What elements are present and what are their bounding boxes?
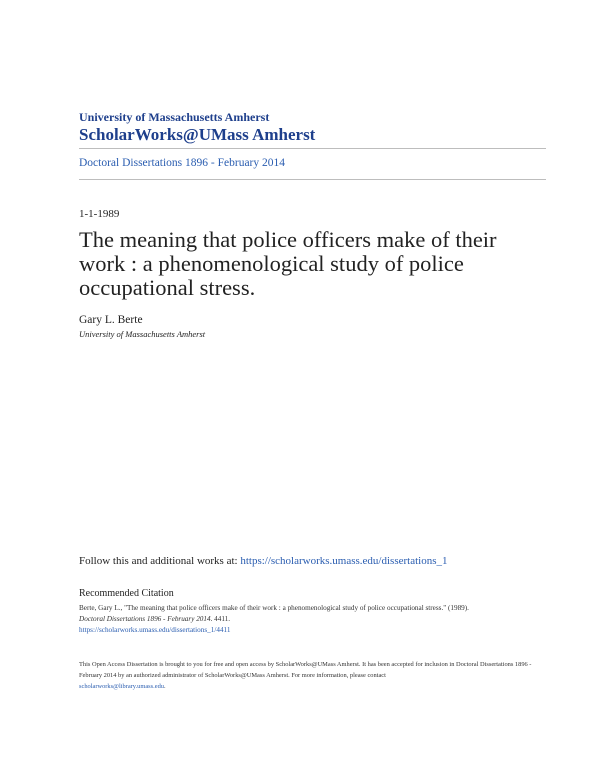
recommended-citation — [79, 603, 549, 636]
follow-text: Follow this and additional works at: — [79, 555, 241, 567]
notice-end: . — [163, 683, 166, 690]
author-name: Gary L. Berte — [79, 314, 143, 326]
top-divider — [79, 148, 546, 149]
open-access-notice — [79, 659, 549, 692]
citation-series: Doctoral Dissertations 1896 - February 2014 — [79, 615, 211, 623]
follow-line — [79, 555, 447, 567]
dissertation-title: The meaning that police officers make of their work : a phenomenological study of police occupational stress. — [79, 227, 497, 300]
follow-link[interactable]: https://scholarworks.umass.edu/dissertations_1 — [240, 555, 448, 567]
institution-header — [79, 110, 315, 145]
notice-text: This Open Access Dissertation is brought to you for free and open access by ScholarWorks@UMass Amherst. It has been accepted for inclusion in Doctoral Dissertations 1896 - February 2014 by an authorized administrator of ScholarWorks@UMass Amherst. For more information, please contact — [79, 661, 532, 679]
institution-name: University of Massachusetts Amherst — [79, 110, 270, 124]
citation-text: Berte, Gary L., "The meaning that police officers make of their work : a phenomenological study of police occupational stress." (1989). — [79, 604, 469, 612]
recommended-citation-heading: Recommended Citation — [79, 588, 174, 599]
citation-number: . 4411. — [210, 615, 231, 623]
author-affiliation: University of Massachusetts Amherst — [79, 329, 206, 339]
publication-date: 1-1-1989 — [79, 208, 120, 220]
contact-email-link[interactable]: scholarworks@library.umass.edu — [79, 683, 164, 690]
collection-divider — [79, 179, 546, 180]
repository-name: ScholarWorks@UMass Amherst — [79, 125, 316, 144]
citation-link[interactable]: https://scholarworks.umass.edu/dissertations_1/4411 — [79, 626, 231, 634]
collection-link[interactable]: Doctoral Dissertations 1896 - February 2014 — [79, 157, 286, 169]
